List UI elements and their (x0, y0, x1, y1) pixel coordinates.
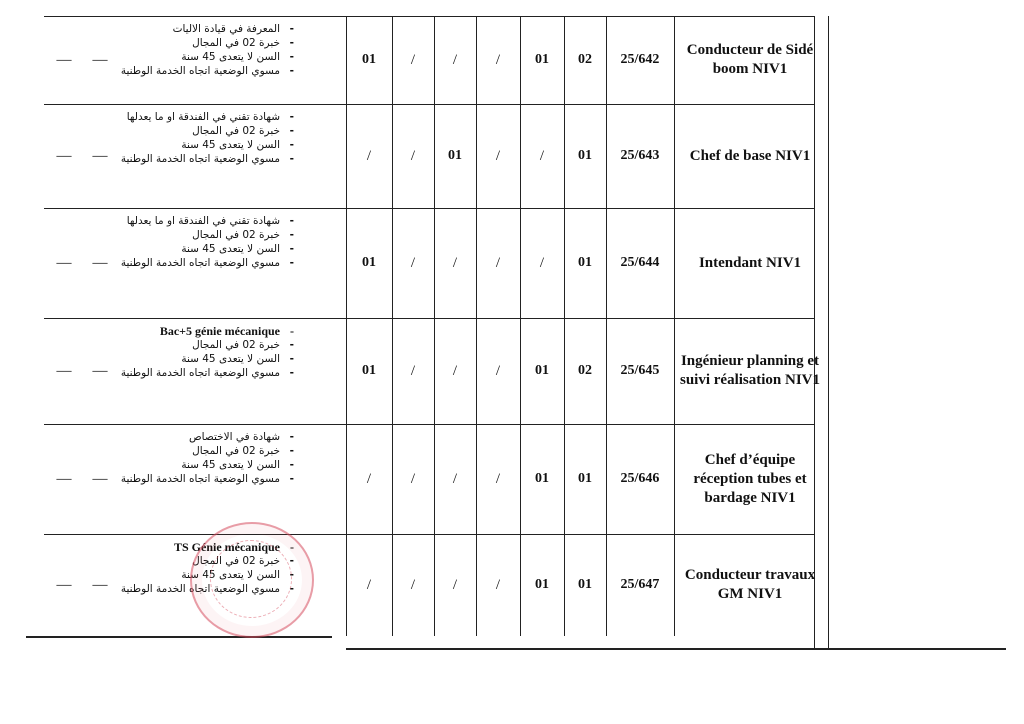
position-code: 25/645 (620, 363, 660, 378)
value-cell: / (410, 470, 416, 487)
position-code: 25/647 (620, 577, 660, 592)
requirements-list (120, 214, 294, 270)
value-cell: 02 (578, 363, 592, 378)
requirements-items (120, 22, 294, 78)
position-code: 25/642 (620, 52, 660, 67)
requirements-list (120, 430, 294, 486)
grid-horizontal-line (346, 648, 1006, 650)
requirement-item: - TS Génie mécanique (120, 540, 280, 554)
value-cell: / (452, 470, 458, 487)
position-code: 25/646 (620, 471, 660, 486)
job-title: Chef d’équipe réception tubes et bardage NIV1 (693, 451, 807, 506)
requirements-items (120, 110, 294, 166)
requirements-items (120, 430, 294, 486)
value-cell: 01 (448, 148, 462, 163)
requirement-item: - خبرة 02 في المجال (120, 554, 280, 568)
value-cell: 01 (362, 52, 376, 67)
job-title: Conducteur travaux GM NIV1 (684, 567, 816, 602)
job-title: Intendant NIV1 (698, 254, 802, 271)
value-cell: 01 (535, 577, 549, 592)
requirement-item: - مسوي الوضعية اتجاه الخدمة الوطنية (120, 366, 280, 380)
job-title: Chef de base NIV1 (689, 147, 811, 164)
value-cell: / (410, 254, 416, 271)
requirement-item: - مسوي الوضعية اتجاه الخدمة الوطنية (120, 256, 280, 270)
value-cell: / (410, 51, 416, 68)
requirement-item: - السن لا يتعدى 45 سنة (120, 138, 280, 152)
value-cell: / (495, 576, 501, 593)
value-cell: 01 (535, 363, 549, 378)
requirement-item: - مسوي الوضعية اتجاه الخدمة الوطنية (120, 64, 280, 78)
value-cell: / (495, 362, 501, 379)
position-code: 25/643 (620, 148, 660, 163)
value-cell: 01 (535, 471, 549, 486)
requirement-item: - السن لا يتعدى 45 سنة (120, 568, 280, 582)
value-cell: / (366, 576, 372, 593)
value-cell: / (452, 254, 458, 271)
job-title: Ingénieur planning et suivi réalisation NIV1 (680, 353, 821, 388)
requirement-item: - مسوي الوضعية اتجاه الخدمة الوطنية (120, 582, 280, 596)
empty-marker: — (56, 470, 72, 487)
requirement-item: - خبرة 02 في المجال (120, 36, 280, 50)
requirement-item: - Bac+5 génie mécanique (120, 324, 280, 338)
requirement-item: - مسوي الوضعية اتجاه الخدمة الوطنية (120, 152, 280, 166)
empty-marker: — (92, 51, 108, 68)
empty-marker: — (56, 254, 72, 271)
empty-marker: — (56, 147, 72, 164)
position-code: 25/644 (620, 255, 660, 270)
value-cell: / (539, 254, 545, 271)
value-cell: / (495, 51, 501, 68)
value-cell: 01 (578, 148, 592, 163)
empty-marker: — (56, 576, 72, 593)
value-cell: 01 (362, 255, 376, 270)
stamp-inner-ring (210, 540, 292, 618)
value-cell: / (495, 254, 501, 271)
empty-marker: — (56, 51, 72, 68)
grid-horizontal-line (26, 636, 332, 638)
value-cell: 01 (362, 363, 376, 378)
requirement-item: - شهادة تقني في الفندقة او ما يعدلها (120, 110, 280, 124)
value-cell: / (366, 147, 372, 164)
requirements-list (120, 22, 294, 78)
requirement-item: - المعرفة في قيادة الاليات (120, 22, 280, 36)
empty-marker: — (92, 147, 108, 164)
value-cell: / (410, 147, 416, 164)
value-cell: 01 (578, 471, 592, 486)
requirements-list (120, 110, 294, 166)
empty-marker: — (92, 362, 108, 379)
value-cell: / (452, 576, 458, 593)
requirement-item: - مسوي الوضعية اتجاه الخدمة الوطنية (120, 472, 280, 486)
value-cell: / (410, 362, 416, 379)
requirement-item: - السن لا يتعدى 45 سنة (120, 352, 280, 366)
requirement-item: - السن لا يتعدى 45 سنة (120, 458, 280, 472)
requirement-item: - شهادة في الاختصاص (120, 430, 280, 444)
value-cell: / (452, 51, 458, 68)
requirement-item: - خبرة 02 في المجال (120, 444, 280, 458)
requirements-items (120, 324, 294, 380)
requirements-items (120, 214, 294, 270)
requirement-item: - السن لا يتعدى 45 سنة (120, 242, 280, 256)
value-cell: / (495, 470, 501, 487)
empty-marker: — (92, 254, 108, 271)
grid-vertical-line (828, 16, 829, 648)
empty-marker: — (92, 576, 108, 593)
value-cell: 02 (578, 52, 592, 67)
official-stamp (190, 522, 314, 638)
value-cell: / (495, 147, 501, 164)
empty-marker: — (92, 470, 108, 487)
value-cell: / (410, 576, 416, 593)
empty-marker: — (56, 362, 72, 379)
requirement-item: - خبرة 02 في المجال (120, 338, 280, 352)
value-cell: 01 (535, 52, 549, 67)
value-cell: / (366, 470, 372, 487)
value-cell: / (539, 147, 545, 164)
job-title: Conducteur de Sidé boom NIV1 (686, 42, 814, 77)
value-cell: 01 (578, 577, 592, 592)
value-cell: 01 (578, 255, 592, 270)
requirement-item: - خبرة 02 في المجال (120, 228, 280, 242)
requirement-item: - السن لا يتعدى 45 سنة (120, 50, 280, 64)
value-cell: / (452, 362, 458, 379)
requirements-list (120, 324, 294, 380)
requirement-item: - شهادة تقني في الفندقة او ما يعدلها (120, 214, 280, 228)
requirement-item: - خبرة 02 في المجال (120, 124, 280, 138)
